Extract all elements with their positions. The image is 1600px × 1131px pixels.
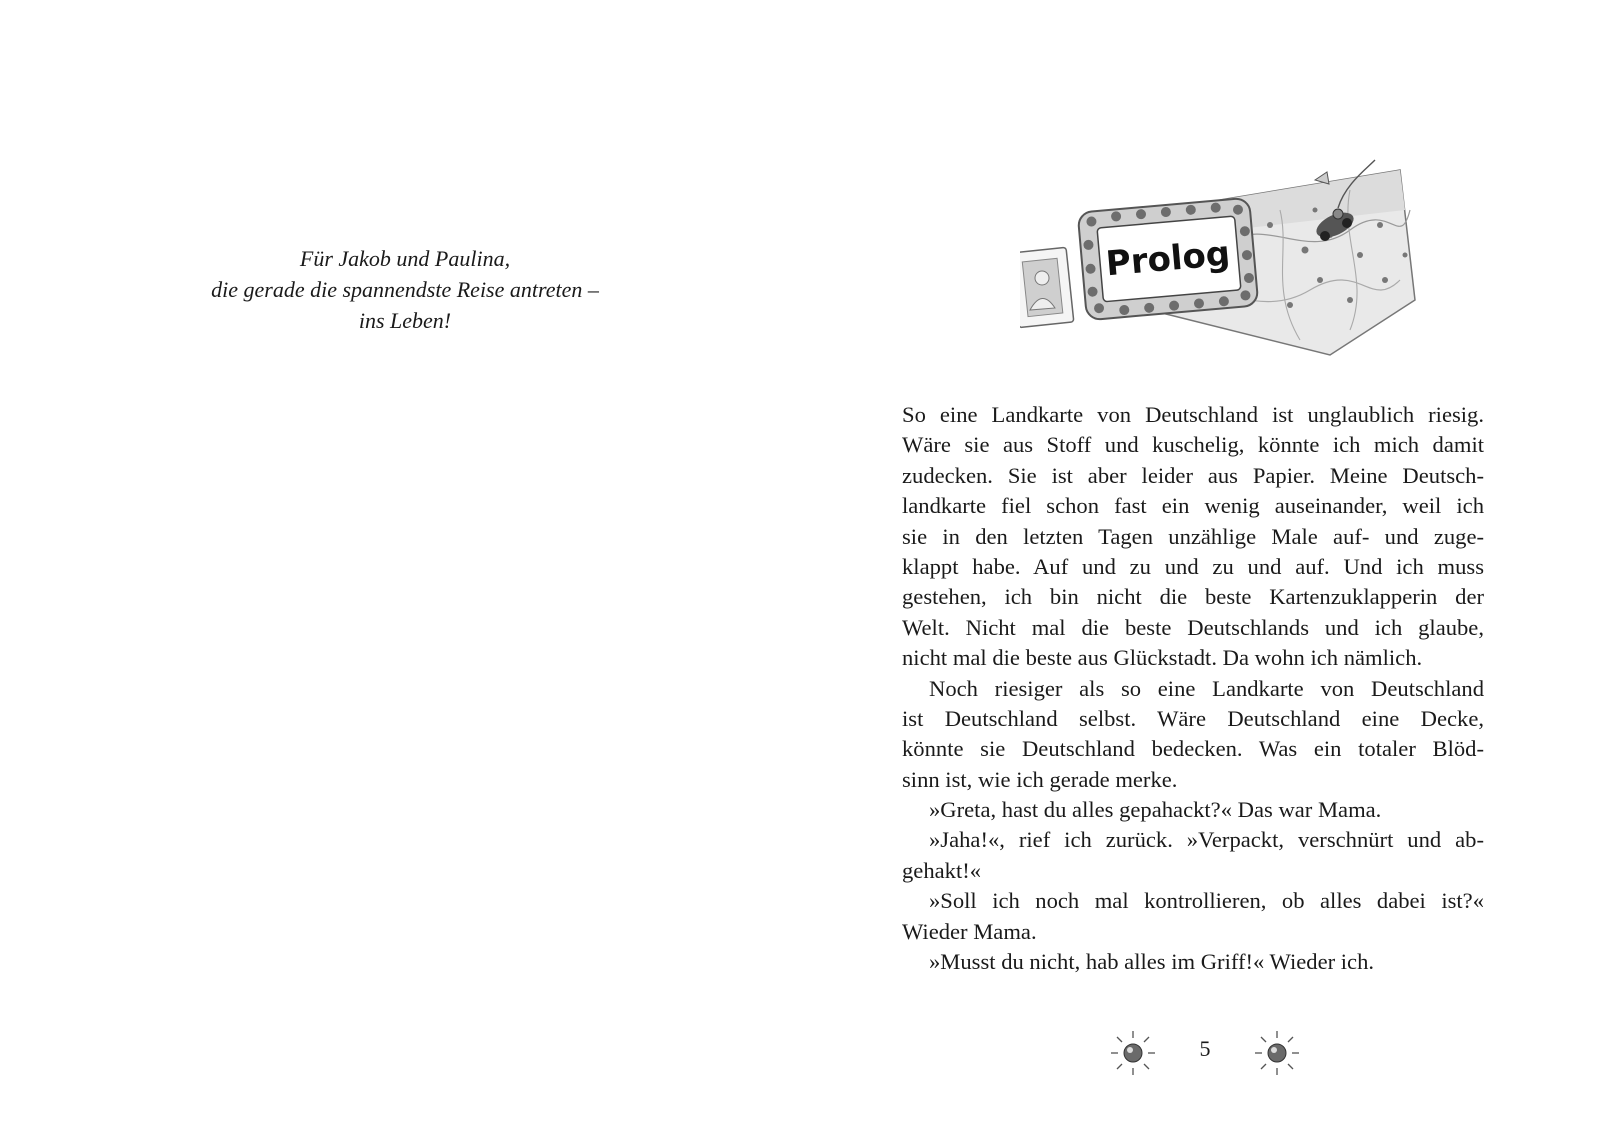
dedication xyxy=(190,243,620,336)
text-line: klappt habe. Auf und zu und zu und auf. Und ich muss xyxy=(902,553,1484,579)
prolog-illustration xyxy=(1020,150,1460,360)
text-line: Wäre sie aus Stoff und kuschelig, könnte ich mich damit xyxy=(902,432,1484,458)
dedication-line: ins Leben! xyxy=(358,308,452,333)
text-line: Welt. Nicht mal die beste Deutschlands und ich glaube, xyxy=(902,614,1484,640)
text-line: zudecken. Sie ist aber leider aus Papier. Meine Deutsch- xyxy=(902,462,1484,488)
text-line: gehakt!« xyxy=(902,857,982,883)
map-illustration-icon xyxy=(1020,150,1460,360)
body-text xyxy=(902,400,1484,977)
page-number: 5 xyxy=(1199,1036,1211,1061)
text-line: »Greta, hast du alles gepahackt?« Das war Mama. xyxy=(929,797,1382,823)
text-line: gestehen, ich bin nicht die beste Kartenzuklapperin der xyxy=(902,584,1484,610)
text-line: könnte sie Deutschland bedecken. Was ein totaler Blöd- xyxy=(902,736,1484,762)
text-line: Noch riesiger als so eine Landkarte von Deutschland xyxy=(929,675,1484,701)
text-line: Wieder Mama. xyxy=(902,918,1037,944)
text-line: ist Deutschland selbst. Wäre Deutschland eine Decke, xyxy=(902,705,1484,731)
sun-icon xyxy=(1108,1028,1158,1078)
picture-frame-icon xyxy=(1020,247,1074,327)
text-line: So eine Landkarte von Deutschland ist unglaublich riesig. xyxy=(902,402,1484,427)
text-line: sinn ist, wie ich gerade merke. xyxy=(902,766,1178,792)
dedication-line: die gerade die spannendste Reise antreten – xyxy=(211,277,599,302)
sun-icon xyxy=(1252,1028,1302,1078)
text-line: »Jaha!«, rief ich zurück. »Verpackt, verschnürt und ab- xyxy=(929,827,1484,853)
text-line: »Soll ich noch mal kontrollieren, ob alles dabei ist?« xyxy=(929,888,1484,914)
text-line: nicht mal die beste aus Glückstadt. Da wohn ich nämlich. xyxy=(902,645,1423,671)
text-line: »Musst du nicht, hab alles im Griff!« Wieder ich. xyxy=(929,949,1375,975)
prolog-title: Prolog xyxy=(1104,233,1232,285)
page-footer xyxy=(1100,1028,1310,1078)
dedication-line: Für Jakob und Paulina, xyxy=(299,246,511,271)
text-line: landkarte fiel schon fast ein wenig auseinander, weil ich xyxy=(902,493,1484,519)
text-line: sie in den letzten Tagen unzählige Male auf- und zuge- xyxy=(902,523,1484,549)
